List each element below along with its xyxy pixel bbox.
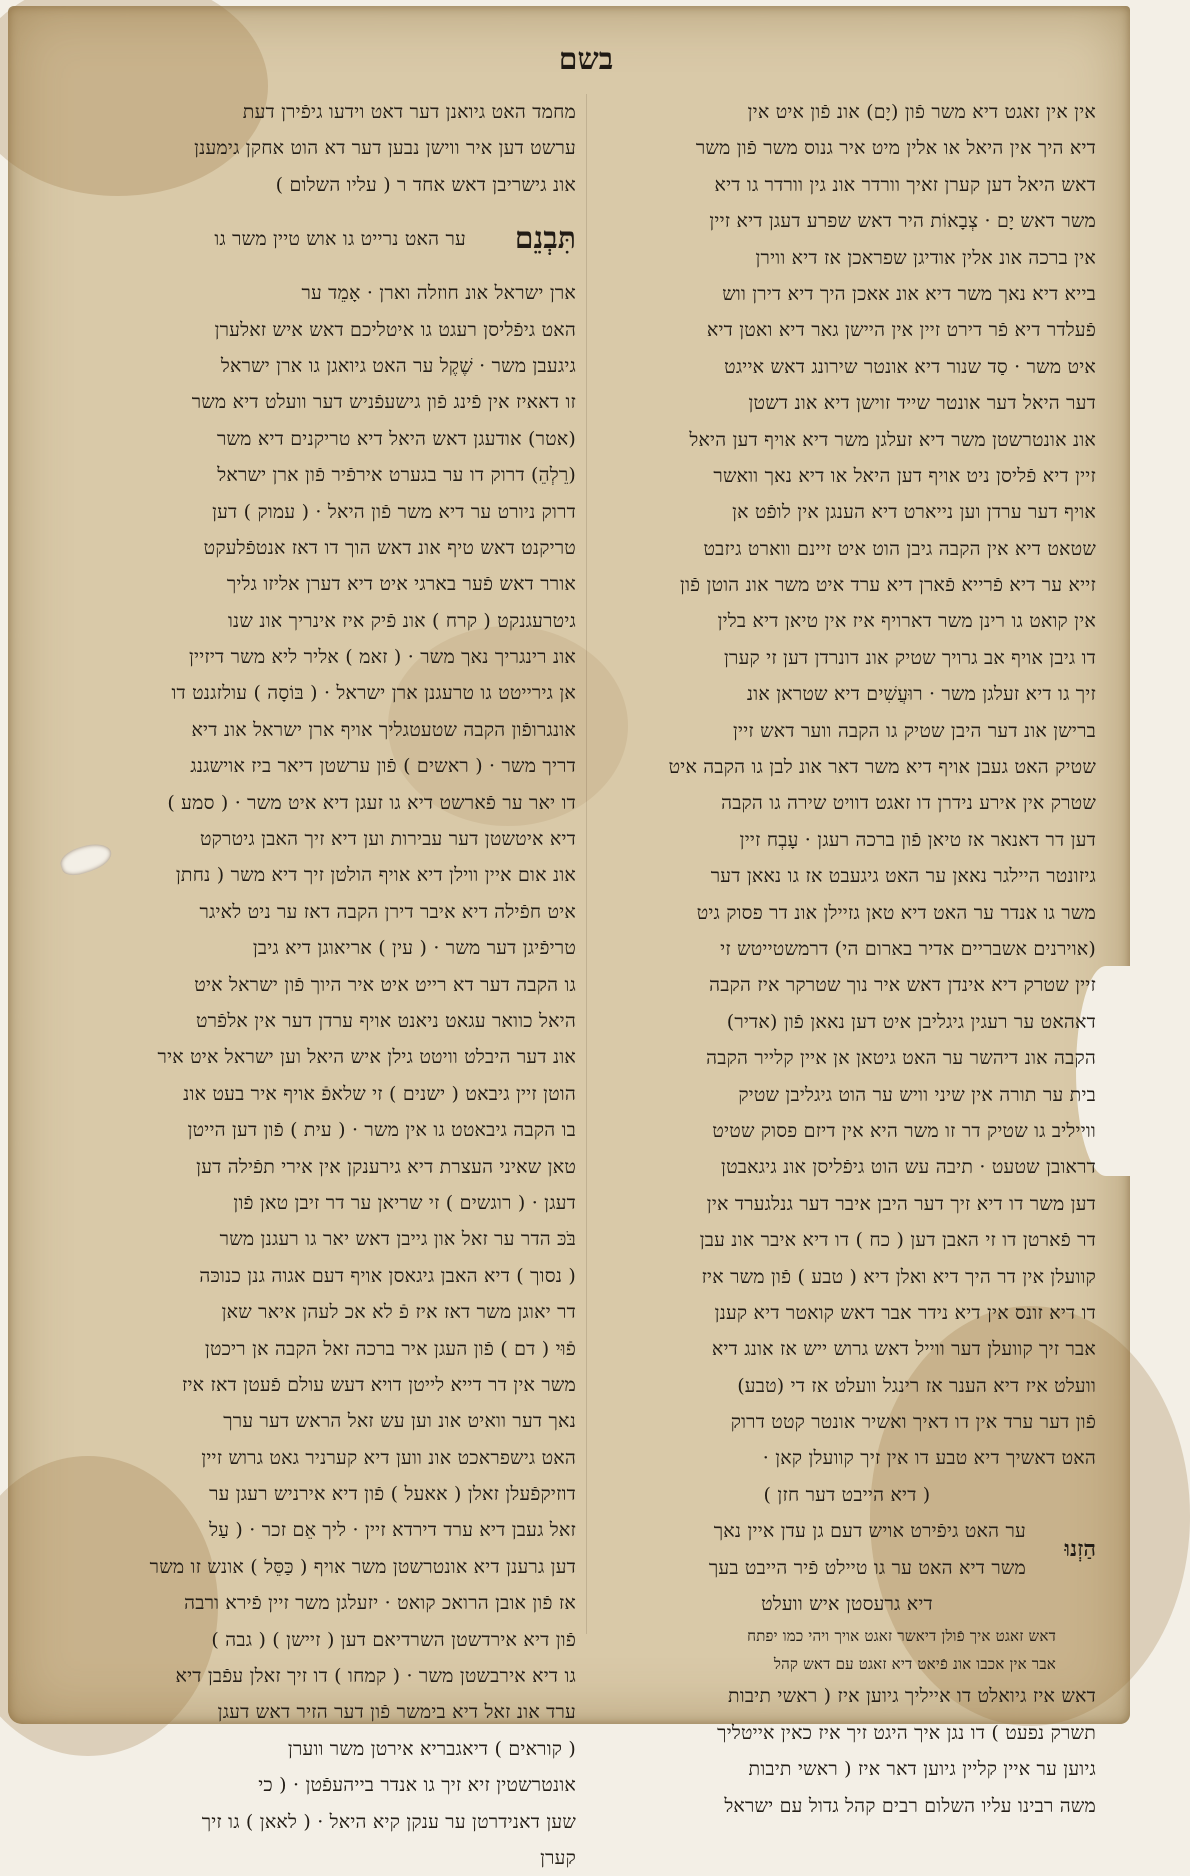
- right-column-lines: [598, 94, 1096, 1477]
- text-line: בית ער תורה אין שיני וויש ער הוט גיגליבן שטיק: [738, 1083, 1096, 1106]
- text-line: טריפֿיגן דער משר · ( עין ) אריאוגן דיא גיבן: [252, 937, 576, 960]
- insert-label: הַזְנוּ: [1064, 1536, 1096, 1563]
- left-column: [78, 94, 576, 1876]
- text-line: זיך גו דיא זעלגן משר · רוּעֲשִׁים דיא שטראן אונ: [746, 683, 1096, 706]
- left-heading-text: ער האט נרייט גו אוש טיין משר גו: [214, 227, 466, 250]
- text-line: בֹּכּ הדר ער זאל און גייבן דאש יאר גו רעגנן משר: [219, 1228, 576, 1251]
- text-line: בייא דיא נאך משר דיא אונ אאכן היך דיא דירן ווש: [722, 282, 1096, 305]
- text-line: אונ דער היבלט וויטט גילן איש היאל וען ישראל איט איר: [157, 1046, 576, 1069]
- text-line: האט גיפֿליסן רעגט גו איטליכם דאש איש זאלערן: [214, 318, 576, 341]
- text-line: משה רבינו עליו השלום רבים קהל גדול עם ישראל: [724, 1794, 1096, 1817]
- text-line: וועלט איז דיא הענר אז רינגל וועלט אז די (טבע): [737, 1374, 1096, 1397]
- text-line: משר דיא האט ער גו טיילט פֿיר הייבט בעך: [708, 1556, 1026, 1579]
- text-line: פֿעלדר דיא פֿר דירט זיין אין היישן גאר דיא ואטן דיא: [706, 319, 1096, 342]
- column-gutter: [586, 94, 587, 1634]
- text-line: דיא איטשטן דער עבירות וען דיא זיך האבן גיטרקט: [200, 828, 576, 851]
- text-line: גיוען ער איין קליין גיוען דאר איז ( ראשי תיבות: [748, 1758, 1096, 1781]
- insert-lines: [598, 1513, 1026, 1586]
- text-line: אין ברכה אונ אלין אודיגן שפראכן אז דיא ווירן: [755, 246, 1096, 269]
- text-line: אונ אונטרשטן משר דיא זעלגן משר דיא אויף דען היאל: [689, 428, 1096, 451]
- text-line: ( נסוך ) דיא האבן גיגאסן אויף דעם אגוה גנן כנוכּה: [199, 1264, 576, 1287]
- text-line: קוועלן אין דר היך דיא ואלן דיא ( טבע ) פֿון משר איז: [701, 1265, 1096, 1288]
- text-line: איט חפֿילה דיא איבר דירן הקבה דאז ער ניט לאיגר: [199, 900, 576, 923]
- text-line: נאך דער וואיט אונ וען עש זאל הראש דער ערך: [223, 1410, 576, 1433]
- text-line: (רֵלְהֵ) דרוק דו ער בגערט אירפֿיר פֿון ארן ישראל: [217, 464, 576, 487]
- text-line: שען דאנידרטן ער ענקן קיא היאל · ( לאאן ) גו זיך: [201, 1810, 576, 1833]
- text-line: הוטן זיין גיבאט ( ישנים ) זי שלאפֿ אויף איר בעט אונ: [183, 1082, 576, 1105]
- text-line: האט גישפראכט אונ ווען דיא קערניר גאט גרוש זיין: [201, 1446, 576, 1469]
- text-line: אונ אום איין ווילן דיא אויף הולטן זיך דיא משר ( נחתן: [175, 864, 576, 887]
- text-line: קערן: [540, 1846, 576, 1869]
- text-line: דרוק ניורט ער דיא משר פֿון היאל · ( עמוק ) דען: [212, 500, 576, 523]
- text-line: היאל כוואר עגאט ניאנט אויף ערדן דער אין אלפֿרט: [195, 1009, 576, 1032]
- text-line: משר דאש יָם · צְבָאוֹת היר דאש שפרע דעגן דיא זיין: [709, 210, 1096, 233]
- text-line: ווייליב גו שטיק דר זו משר היא אין דיזם פסוק שטיט: [712, 1119, 1096, 1142]
- text-line: אין אין זאגט דיא משר פֿון (יָם) אונ פֿון איט אין: [747, 101, 1096, 123]
- text-line: דוזיקפֿעלן זאלן ( אאעל ) פֿון דיא אירניש רעגן ער: [209, 1483, 576, 1506]
- text-line: גו דיא אירבשטן משר · ( קמחו ) דו זיך זאלן עפֿבן דיא: [175, 1665, 576, 1688]
- text-line: דאש איז גיואלט דו אייליך גיוען איז ( ראשי תיבות: [727, 1685, 1096, 1708]
- text-line: אונ רינגריך נאך משר · ( זאמ ) אליר ליא משר דיזיין: [188, 646, 576, 669]
- text-line: אונ גישריבן דאש אחד ר ( עליו השלום ): [275, 173, 576, 196]
- text-line: פֿון דיא אירדשטן השרדיאם דען ( זיישן ) ( גבה ): [211, 1628, 576, 1651]
- text-line: אורר דאש פֿער בארגי איט דיא דערן אליזו גליך: [226, 573, 576, 596]
- text-line: פֿון דער ערד אין דו דאיך ואשיר אונטר קטט דרוק: [730, 1411, 1096, 1434]
- text-line: פֿוּי ( דם ) פֿון העגן איר ברכה זאל הקבה אן ריכטן: [204, 1337, 576, 1360]
- text-line: גיגעבן משר · שֶׁקֶל ער האט גיואגן גו ארן ישראל: [220, 354, 576, 377]
- left-heading-label: תִּבְנֵם: [514, 221, 576, 257]
- text-line: דר פֿארטן דו זי האבן דען ( כח ) דו דיא איבר אונ עבן: [699, 1229, 1096, 1252]
- text-line: ארן ישראל אונ חוזלה וארן · אָמֵד ער: [301, 282, 576, 305]
- text-line: דאש היאל דען קערן זאיך וורדר אונ גין וורדר גו דיא: [714, 173, 1096, 196]
- text-line: אבר זיך קוועלן דער ווייל דאש גרוש ייש אז אונג דיא: [711, 1338, 1096, 1361]
- text-line: בו הקבה גיבאטט גו אין משר · ( עית ) פֿון דען הייטן: [187, 1119, 576, 1142]
- text-line: מחמד האט גיואנן דער דאט וידעו גיפֿירן דעת: [242, 101, 576, 123]
- right-center-line: ( דיא הייבט דער חזן ): [763, 1483, 931, 1506]
- text-line: שטיק האט געבן אויף דיא משר דאר אונ לבן גו הקבה איט: [668, 756, 1096, 779]
- right-column: [598, 94, 1096, 1824]
- manuscript-page: [8, 6, 1130, 1869]
- text-line: אונטרשטין זיא זיך גו אנדר בייהעפֿטן · ( כי: [258, 1774, 576, 1797]
- text-line: שטרק אין אירע נידרן דו זאגט דוויט שירה גו הקבה: [721, 792, 1096, 815]
- text-line: דאהאט ער רעגין גיגליבן איט דען נאאן פֿון (אדיר): [726, 1010, 1096, 1033]
- text-line: דו יאר ער פֿארשט דיא גו זעגן דיא איט משר · ( סמע ): [167, 791, 576, 814]
- text-line: האט דאשיך דיא טבע דו אין זיך קוועלן קאן ·: [762, 1447, 1096, 1470]
- right-center-line-2: דיא גרעסטן איש וועלט: [761, 1593, 933, 1616]
- text-line: גיטרעגנקט ( קרח ) אונ פֿיק איז אינריך אונ שנו: [227, 609, 576, 632]
- text-line: ברישן אונ דער היבן שטיק גו הקבה ווער דאש זיין: [733, 719, 1096, 742]
- text-line: דר יאוגן משר דאז איז פֿ לא אכ לעהן איאר שאן: [221, 1301, 576, 1324]
- text-line: ער האט גיפֿירט אויש דעם גן עדן איין נאך: [713, 1520, 1026, 1543]
- text-line: גו הקבה דער דא רייט איט איר היוך פֿון ישראל איט: [194, 973, 576, 996]
- text-line: אבר אין אכבו אונ פֿיאט דיא זאגט עם דאש קהל: [773, 1655, 1056, 1674]
- text-line: ( קוראים ) דיאגבריא אירטן משר ווערן: [287, 1737, 576, 1760]
- text-line: דער היאל דער אונטר שייד זוישן דיא אונ דשטן: [748, 392, 1096, 415]
- text-line: טאן שאיני העצרת דיא גירענקן אין אירי תפֿילה דען: [196, 1155, 576, 1178]
- text-line: דו דיא זונס אין דיא נידר אבר דאש קואטר דיא קענן: [714, 1301, 1096, 1324]
- insert-block: [598, 1513, 1096, 1586]
- text-line: זייא ער דיא פֿרייא פֿארן דיא ערד איט משר אונ הוטן פֿון: [680, 574, 1096, 597]
- text-line: דען גרענן דיא אונטרשטן משר אויף ( כַּסֵּל ) אונש זו משר: [149, 1555, 576, 1578]
- text-line: אז פֿון אובן הרואכ קואט · יזעלגן משר זיין פֿירא ורבה: [184, 1592, 576, 1615]
- page-header-word: בשם: [558, 42, 614, 77]
- text-line: טריקנט דאש טיף אונ דאש הוך דו דאז אנטפֿלעקט: [203, 536, 576, 559]
- text-line: ערד אונ זאל דיא בימשר פֿון דער הזיר דאש דעגן: [217, 1701, 576, 1724]
- text-line: איט משר · סַד שנור דיא אונטר שירונג דאש אייגט: [724, 355, 1096, 378]
- text-line: (אטר) אודעגן דאש היאל דיא טריקנים דיא משר: [216, 427, 576, 450]
- text-line: זיין דיא פֿליסן ניט אויף דען היאל או דיא נאך וואשר: [713, 464, 1096, 487]
- text-line: אין קואט גו רינן משר דארויף איז אין טיאן דיא בלין: [717, 610, 1096, 633]
- note-lines: [598, 1622, 1096, 1678]
- text-line: דען משר דו דיא זיך דער היבן איבר דער גנלגערד אין: [706, 1192, 1096, 1215]
- text-line: אויף דער ערדן וען נייארט דיא הענגן אין לופֿט אן: [732, 501, 1096, 524]
- left-column-lines-2: [78, 275, 576, 1876]
- text-line: משר אין דר דייא לייטן דויא דעש עולם פֿעטן דאז איז: [181, 1373, 576, 1396]
- text-line: גיזונטר היילגר נאאן ער האט גיגעבט אז גו נאאן דער: [710, 865, 1096, 888]
- text-line: דראובן שטעט · תיבה עש הוט גיפֿליסן אונ גיגאבטן: [721, 1156, 1096, 1179]
- text-line: דריך משר · ( ראשים ) פֿון ערשטן דיאר ביז אוישגנג: [190, 755, 576, 778]
- text-line: אן גירייטט גו טרעגנן ארן ישראל · ( בּוֹסָה ) עולזגנט דו: [171, 682, 576, 705]
- left-heading-row: [78, 203, 576, 275]
- text-line: דעגן · ( רוגשים ) זי שריאן ער דר זיבן טאן פֿון: [233, 1191, 576, 1214]
- text-line: דיא היך אין היאל או אלין מיט איר גנוס משר פֿון משר: [695, 137, 1096, 160]
- text-line: שטאט דיא אין הקבה גיבן הוט איט זיינם ווארט גיזבט: [703, 537, 1096, 560]
- text-line: זאל געבן דיא ערד דירדא זיין · ליך אֵם זכר · ( עַל: [209, 1519, 576, 1542]
- text-line: ערשט דען איר ווישן נבען דער דא הוט אחקן גימענן: [194, 137, 576, 160]
- text-line: דען דר דאנאר אז טיאן פֿון ברכה רעגן · עָבְח זיין: [739, 828, 1096, 851]
- text-line: (אוירנים אשבריים אדיר בארום הי) דרמשטייטש זי: [720, 937, 1096, 960]
- footer-lines: [598, 1678, 1096, 1824]
- text-line: דאש זאגט איך פֿולן דיאשר זאגט אויך ויהי כמו יפתח: [747, 1627, 1056, 1646]
- text-line: תשרק נפעט ) דו נגן איך היגט זיך איז כאין אייטליך: [717, 1721, 1096, 1744]
- text-line: זיין שטרק דיא אינדן דאש איר נוך שטרקר איז הקבה: [709, 974, 1096, 997]
- text-line: דו גיבן אויף אב גרויך שטיק אונ דונרדן דען זי קערן: [724, 646, 1096, 669]
- text-line: זו דאאיז אין פֿינג פֿון גישעפֿניש דער וועלט דיא משר: [191, 391, 576, 414]
- left-column-lines: [78, 94, 576, 203]
- text-line: משר גו אנדר ער האט דיא טאן גזיילן אונ דר פסוק גיט: [696, 901, 1096, 924]
- text-line: אונגרופֿון הקבה שטעטגליך אויף ארן ישראל אונ דיא: [191, 718, 576, 741]
- text-line: הקבה אונ דיהשר ער האט גיטאן אן איין קלייר הקבה: [706, 1047, 1096, 1070]
